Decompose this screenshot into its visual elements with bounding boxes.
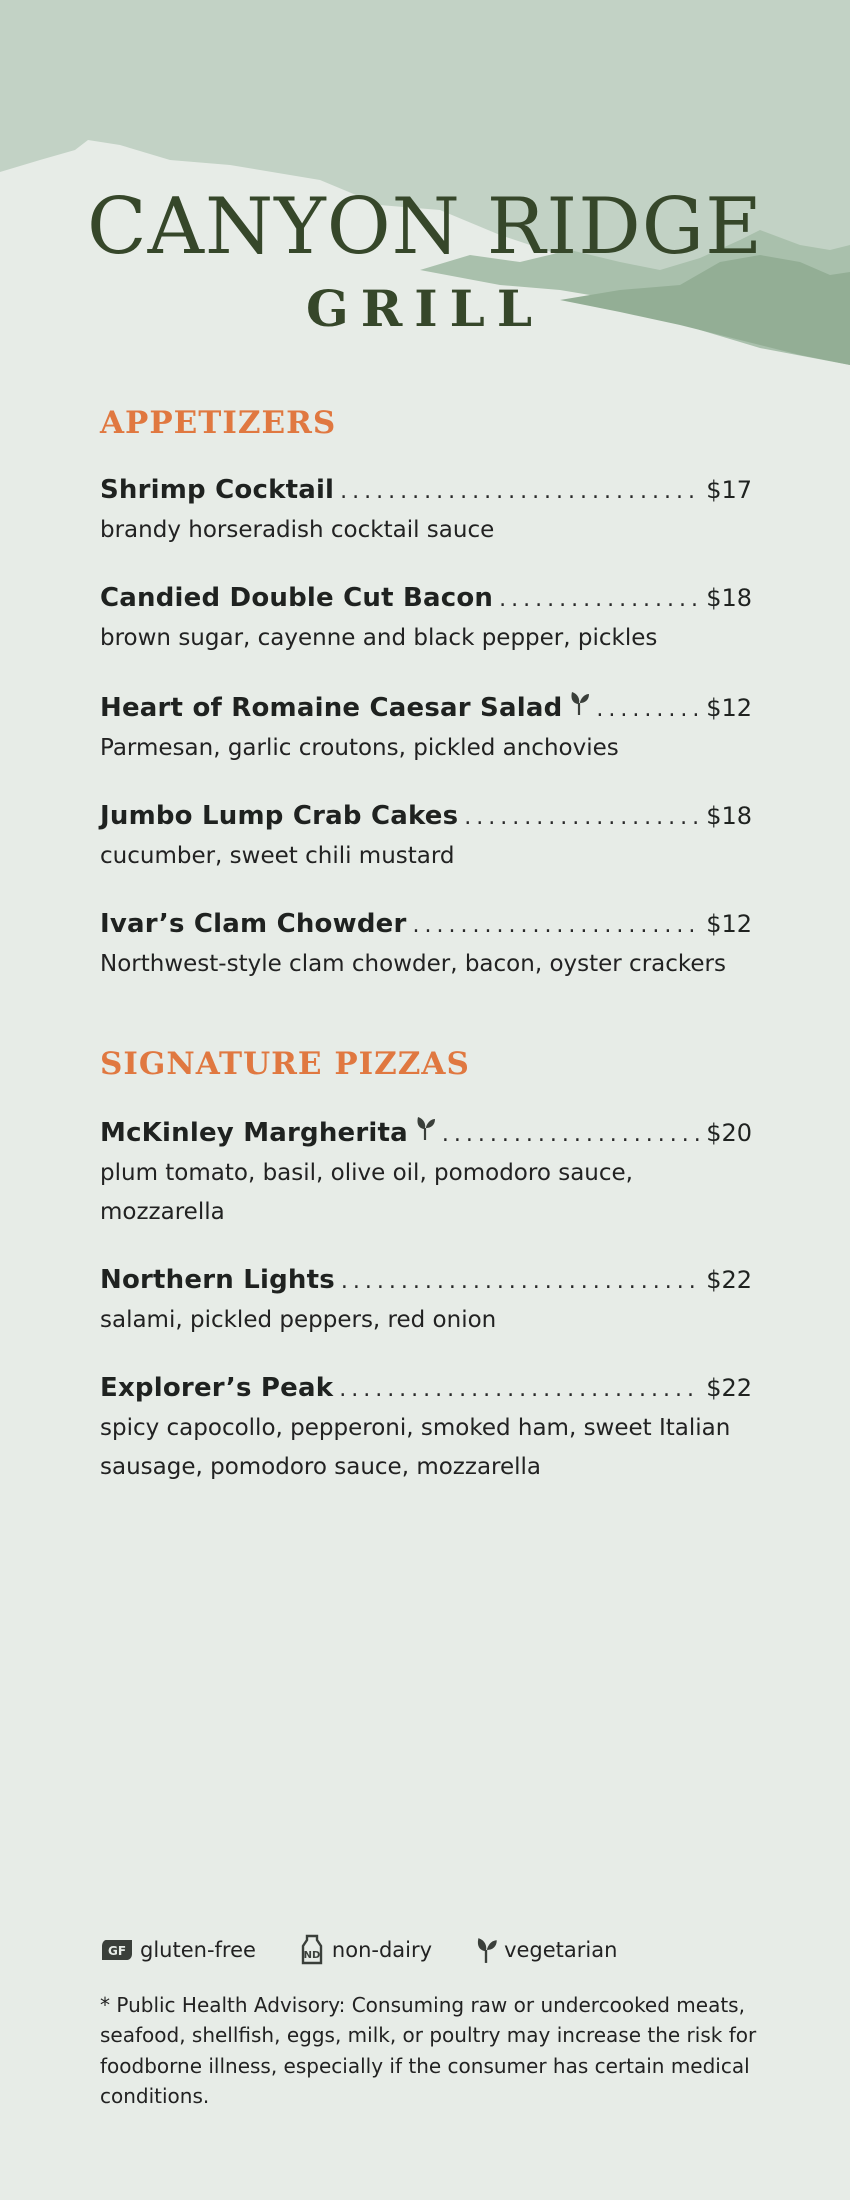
non-dairy-icon (298, 1934, 326, 1966)
legend-label: non-dairy (331, 1938, 433, 1962)
menu-item (100, 800, 752, 876)
legend-label: gluten-free (140, 1938, 256, 1962)
leaf-icon (474, 1936, 498, 1964)
item-description: plum tomato, basil, olive oil, pomodoro sauce, mozzarella (100, 1159, 633, 1225)
menu-item (100, 1264, 752, 1340)
dietary-legend (100, 1934, 659, 1966)
item-description: brandy horseradish cocktail sauce (100, 516, 495, 543)
menu-item (100, 1372, 752, 1487)
item-description: spicy capocollo, pepperoni, smoked ham, sweet Italian sausage, pomodoro sauce, mozzarella (100, 1414, 731, 1480)
item-name: Northern Lights (100, 1264, 335, 1295)
svg-text:ND: ND (303, 1950, 321, 1961)
item-description: salami, pickled peppers, red onion (100, 1306, 497, 1333)
dot-leader (339, 1376, 700, 1405)
gf-badge-icon (100, 1938, 134, 1962)
dot-leader (442, 1121, 700, 1150)
item-price: $17 (706, 476, 752, 505)
legend-non-dairy (298, 1934, 432, 1966)
item-price: $12 (706, 693, 752, 722)
item-name: Jumbo Lump Crab Cakes (100, 800, 459, 831)
leaf-icon (568, 690, 590, 716)
dot-leader (499, 586, 700, 615)
item-description: brown sugar, cayenne and black pepper, pickles (100, 624, 658, 651)
leaf-icon (414, 1115, 436, 1141)
dot-leader (341, 1268, 700, 1297)
menu-content (100, 405, 752, 1519)
item-description: cucumber, sweet chili mustard (100, 842, 455, 869)
dot-leader (340, 478, 700, 507)
item-name: Explorer’s Peak (100, 1372, 334, 1403)
item-name: Heart of Romaine Caesar Salad (100, 692, 563, 723)
menu-item (100, 690, 752, 768)
item-description: Parmesan, garlic croutons, pickled anchovies (100, 734, 619, 761)
restaurant-name: CANYON RIDGE (86, 182, 764, 272)
item-price: $20 (706, 1118, 752, 1147)
menu-item (100, 1115, 752, 1232)
menu-item (100, 908, 752, 984)
legend-vegetarian (474, 1936, 617, 1964)
svg-text:GF: GF (107, 1944, 127, 1958)
health-advisory: * Public Health Advisory: Consuming raw or undercooked meats, seafood, shellfish, eggs, milk, or poultry may increase the risk for foodborne illness, especially if the consumer has certain medical conditions. (100, 1993, 757, 2109)
dot-leader (413, 912, 701, 941)
item-name: McKinley Margherita (100, 1117, 408, 1148)
dot-leader (464, 804, 700, 833)
menu-item (100, 474, 752, 550)
item-name: Shrimp Cocktail (100, 475, 335, 506)
dot-leader (596, 696, 700, 725)
restaurant-subname: GRILL (306, 279, 544, 338)
legend-label: vegetarian (504, 1938, 618, 1962)
item-name: Ivar’s Clam Chowder (100, 908, 407, 939)
legend-gluten-free (100, 1938, 256, 1962)
menu-header (0, 0, 850, 380)
item-description: Northwest-style clam chowder, bacon, oyster crackers (100, 950, 726, 977)
item-price: $22 (706, 1265, 752, 1294)
item-price: $12 (706, 909, 752, 938)
item-price: $22 (706, 1373, 752, 1402)
menu-item (100, 582, 752, 658)
section-title: APPETIZERS (100, 405, 337, 441)
section-title: SIGNATURE PIZZAS (100, 1045, 470, 1082)
section-appetizers (100, 405, 752, 984)
item-name: Candied Double Cut Bacon (100, 583, 494, 614)
item-price: $18 (706, 801, 752, 830)
section-signature-pizzas (100, 1046, 752, 1487)
item-price: $18 (706, 584, 752, 613)
